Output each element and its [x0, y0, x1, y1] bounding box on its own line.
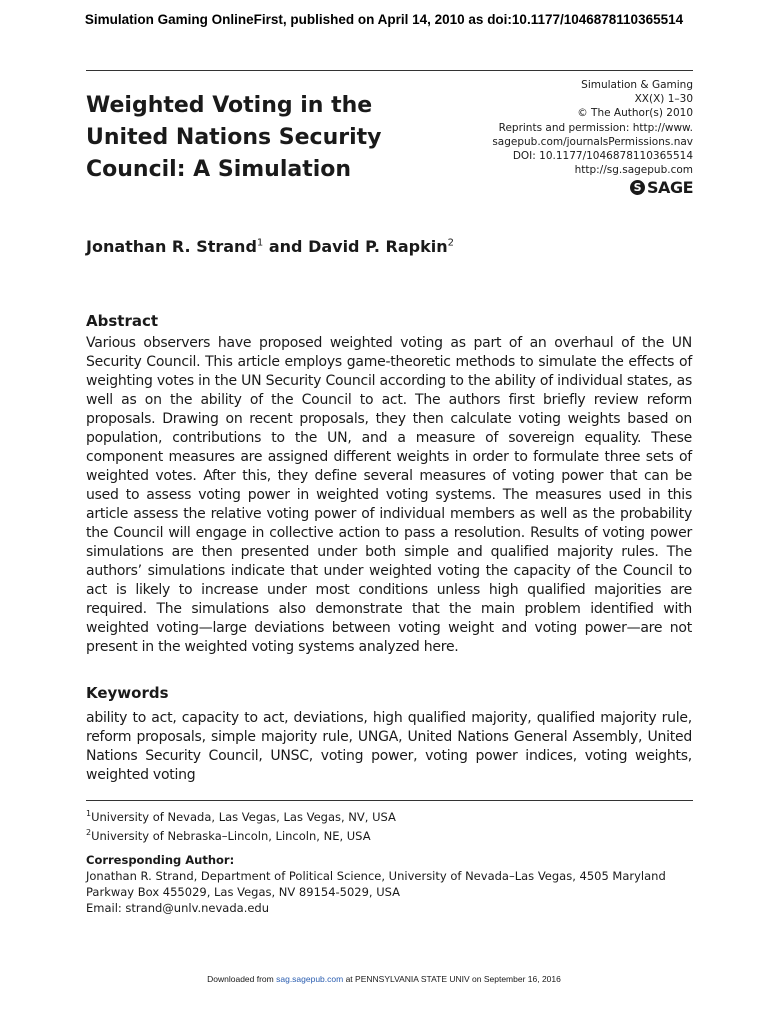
- title-line-1: Weighted Voting in the: [86, 93, 373, 118]
- copyright: © The Author(s) 2010: [577, 107, 693, 120]
- corresponding-author: [86, 852, 696, 916]
- doi: DOI: 10.1177/1046878110365514: [512, 150, 693, 163]
- corresponding-email: Email: strand@unlv.nevada.edu: [86, 901, 270, 915]
- title-line-3: Council: A Simulation: [86, 157, 352, 182]
- reprints-line-2: sagepub.com/journalsPermissions.nav: [492, 135, 693, 148]
- author-affil-mark-1: 1: [256, 237, 264, 249]
- author-affil-mark-2: 2: [447, 237, 454, 249]
- reprints-line-1: Reprints and permission: http://www.: [498, 121, 693, 134]
- keywords-heading: Keywords: [86, 684, 169, 702]
- corresponding-line-1: Jonathan R. Strand, Department of Political Science, University of Nevada–Las Vegas, 4505 Maryland: [86, 869, 666, 883]
- corresponding-label: Corresponding Author:: [86, 853, 235, 867]
- journal-info: [453, 78, 693, 195]
- article-title: [86, 90, 426, 186]
- online-first-header: Simulation Gaming OnlineFirst, published on April 14, 2010 as doi:10.1177/1046878110365514: [84, 12, 684, 27]
- journal-url: http://sg.sagepub.com: [574, 164, 693, 177]
- author-name-2: David P. Rapkin: [308, 237, 448, 256]
- abstract-text: Various observers have proposed weighted voting as part of an overhaul of the UN Security Council. This article employs game-theoretic methods to simulate the effects of weighting votes in the UN Security Council according to the ability of individual states, as well as on the ability of the Council to act. The authors first briefly review reform proposals. Drawing on recent proposals, they then calculate voting weights based on population, contributions to the UN, and a measure of sovereign equality. These component measures are assigned different weights in order to formulate three sets of weighted votes. After this, they define several measures of voting power that can be used to assess voting power in weighted voting systems. The measures used in this article assess the relative voting power of individual members as well as the probability the Council will engage in collective action to pass a resolution. Results of voting power simulations are then presented under both simple and qualified majority rules. The authors’ simulations indicate that under weighted voting the capacity of the Council to act is likely to increase under most conditions unless high qualified majorities are required. The simulations also demonstrate that the main problem identified with weighted voting—large deviations between voting weight and voting power—are not present in the weighted voting systems analyzed here.: [86, 335, 692, 655]
- corresponding-line-2: Parkway Box 455029, Las Vegas, NV 89154-5029, USA: [86, 885, 401, 899]
- footer-prefix: Downloaded from: [207, 974, 277, 984]
- header-divider: [86, 70, 693, 71]
- keywords-text: ability to act, capacity to act, deviations, high qualified majority, qualified majority rule, reform proposals, simple majority rule, UNGA, United Nations General Assembly, United Nations Security Council, UNSC, voting power, voting power indices, voting weights, weighted voting: [86, 710, 692, 783]
- footer-suffix: at PENNSYLVANIA STATE UNIV on September 16, 2016: [343, 974, 561, 984]
- sage-logo: [453, 177, 693, 197]
- footer-link[interactable]: sag.sagepub.com: [276, 974, 344, 984]
- affiliation-text: University of Nebraska–Lincoln, Lincoln, NE, USA: [91, 828, 371, 843]
- affiliation-text: University of Nevada, Las Vegas, Las Vegas, NV, USA: [91, 809, 396, 824]
- download-footer: [0, 974, 768, 984]
- author-name-1: Jonathan R. Strand: [86, 237, 257, 256]
- journal-name: Simulation & Gaming: [581, 79, 693, 91]
- affiliation-mark: 1: [86, 809, 92, 818]
- affiliation-2: [86, 825, 686, 844]
- abstract-heading: Abstract: [86, 312, 159, 330]
- sage-logo-icon: S: [630, 180, 645, 195]
- affiliation-1: [86, 806, 686, 825]
- affiliation-mark: 2: [86, 827, 92, 837]
- title-line-2: United Nations Security: [86, 125, 382, 150]
- journal-volume: XX(X) 1–30: [634, 93, 693, 106]
- author-list: [86, 237, 693, 256]
- sage-logo-text: SAGE: [647, 177, 693, 197]
- affiliations: [86, 806, 686, 844]
- footnote-divider: [86, 800, 693, 801]
- author-connector: and: [263, 237, 309, 256]
